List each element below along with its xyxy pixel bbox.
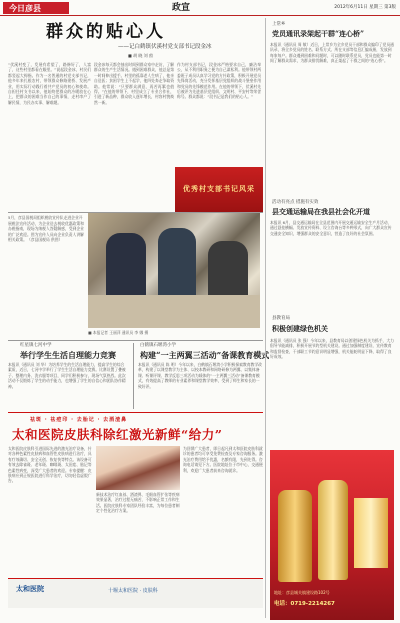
ad-column-2: 新技术治疗红血丝、酒渣鼻、毛细血管扩张等疾病效果显著，治疗过程无痛苦，不影响正常工作和生活。医院皮肤科专家团队经验丰富，为每位患者制定个性化治疗方案。 [96,492,180,514]
liquor-advertisement [270,450,394,620]
ad-kicker: 祛斑 · 祛痘印 · 去胎记 · 去酒渣鼻 [30,417,128,423]
divider [133,343,134,409]
right-kicker-2: 活动有亮点 措施有实效 [272,200,319,205]
lead-byline: ■ 胡 晓 刘 茵 [128,53,153,58]
section-title: 政宣 [172,3,191,13]
lead-column-1: “伏溪村变了，发展有希望了，路修好了，人富了，这些村里都看在眼里。”说起段金冰，村民们都竖起大拇指。作为一名普通的村党支部书记，他多年来扎根农村，带领群众修路建桥、发展产业，用实际行动践行着共产党员的初心和使命。自担任村支书以来，他始终把群众的冷暖放在心上，把群众的困难当作自己的事情，走村串户了解民情，为民办实事、解难题。 [8,62,91,105]
article-body: 本报讯（通讯员 陈 明）今年以来，白鹤镇石堰湾小学积极探索教育教学改革，构建了以课堂教学为主体、以校本教研和网络研修为两翼、以集体备课、听课评课、教学反思三项活动为载体的“一主两翼三活动”备课教育模式，有效提高了教师的专业素养和课堂教学效率，受到了师生和家长的一致好评。 [138,362,262,389]
lead-banner: 优秀村支部书记风采 [175,167,263,212]
ad-divider [8,412,263,413]
bottle-image [318,480,348,580]
bottle-image [278,490,312,582]
right-headline-1: 党员通讯录架起干群“连心桥” [272,29,365,38]
article-kicker: 红星镇七河中学 [20,343,52,348]
ad-photo [96,446,180,490]
gift-box-image [354,498,388,568]
lead-title: 群众的贴心人 [46,22,166,42]
dateline: 2012年6月11日 星期三 第3版 [334,5,396,10]
article-body: 本报讯（通讯员 刘 华）为培养学生的生活自理能力，提高学生的综合素质，近日，七河中学举行了学生生活自理能力竞赛。比赛设置了叠被子、整理内务、洗衣服等项目，同学们积极参与，现场气氛热烈。此次活动不仅锻炼了学生的动手能力，也增强了学生的自信心和团队协作精神。 [8,362,126,389]
lead-column-2: 段金冰每天都会抽出时间到群众家中走访，了解群众的生产生活情况。遇到困难群众，他总是第一时间伸出援手。村里的孤寡老人生病了，他亲自送医；贫困学生上不起学，他四处奔走争取资助。他常说：“只要群众满意，再苦再累也值得。”在他的带领下，村里成立了专业合作社，引进了新品种，群众收入逐年增长，村容村貌焕然一新。 [94,62,174,105]
news-photo [88,213,260,328]
article-kicker: 白鹤镇石堰湾小学 [140,343,176,348]
ad-headline: 太和医院皮肤科除红激光新鲜“给力” [12,427,223,442]
right-body-1: 本报讯（通讯员 周 敏）近日，上常乡为全乡党员干部和群众编印了党员通讯录，将全乡党员的姓名、联系方式、所在支部等信息汇编成册，发放到每家每户。群众遇到困难和问题时，可以随时联系党员，党员也能第一时间了解群众需求，为群众排忧解难，真正架起了干群之间的“连心桥”。 [270,42,394,64]
photo-caption-side: 5月，彦县国税局组织税收宣传队走进企业开展税法宣传活动，为企业送去税收优惠政策和办税指南，现场为纳税人答疑解惑，受到企业的广泛欢迎。图为宣传人员向企业负责人讲解相关政策。（彦县国税局 供图） [8,215,84,243]
divider [8,340,263,341]
hospital-name: 太和医院 [16,585,44,593]
photo-credit: ■ 本报记者 王丽萍 通讯员 李 娜 摄 [88,330,149,335]
right-kicker-1: 上常乡 [272,22,286,27]
photo-desk [88,295,260,328]
lead-column-3: 作为村支部书记，段金冰严格要求自己，廉洁奉公，从不利用职务之便为自己谋私利。他带领村两委班子成员认真学习党的方针政策，积极开展党员先锋岗活动，充分发挥基层党组织的战斗堡垒作用和党员的先锋模范作用。在他的带领下，伏溪村先后被评为先进基层党组织、文明村、平安村等荣誉称号。群众都说：“段书记是我们的贴心人。” [177,62,261,100]
ad-footer [8,578,263,608]
ad-address: 地址：彦县城关镇建设路102号 [274,590,330,595]
right-kicker-3: 县教育局 [272,316,290,321]
right-body-3: 本报讯（通讯员 张 强）今年以来，县教育局以创建绿色机关为抓手，大力倡导节能减排，积极开展节约型机关建设。通过加强制度建设、宣传教育和监督检查，干部职工节约意识明显增强，机关能耗明显下降，取得了良好成效。 [270,338,394,360]
article-headline: 举行学生生活自理能力竞赛 [20,350,116,360]
masthead [0,0,400,16]
hospital-slogan: 十堰太和医院 · 皮肤科 [108,588,158,594]
ad-column-1: 太和医院皮肤科引进国际先进的激光治疗设备，针对各种色素性皮肤病和血管性皮肤病进行治疗，具有疗效确切、安全无创、恢复快等特点。该设备可有效去除雀斑、老年斑、咖啡斑、太田痣、胎记等色素性病变，深受广大患者的欢迎。专家提醒：皮肤病应到正规医院进行科学治疗，切勿轻信虚假广告。 [8,446,92,484]
right-headline-3: 积极创建绿色机关 [272,324,328,333]
newspaper-logo: 今日彦县 [3,2,69,14]
ad-column-3: 为回馈广大患者，即日起凡到太和医院皮肤科就诊的患者均可享受免费检查及专家咨询服务。激光治疗费用给予优惠，名额有限，先到先得。咨询电话请见下方。医院地址位于市中心，交通便利，欢迎广大患者前来咨询就诊。 [183,446,263,473]
lead-subtitle: ——记白鹤镇伏溪村党支部书记段金冰 [118,44,212,50]
article-headline: 构建“一主两翼三活动”备课教育模式 [140,350,270,360]
right-body-2: 本报讯 6月，县交通运输局在全县范围内开展交通运输安全生产月活动，通过悬挂横幅、发放宣传资料、设立咨询台等多种形式，向广大群众宣传交通安全知识，增强群众的安全意识，营造了良好的社会氛围。 [270,220,392,236]
right-column [265,18,395,618]
ad-phone: 电话：0719-2214267 [274,601,335,607]
right-headline-2: 县交通运输局在我县社会化开道 [272,207,370,216]
